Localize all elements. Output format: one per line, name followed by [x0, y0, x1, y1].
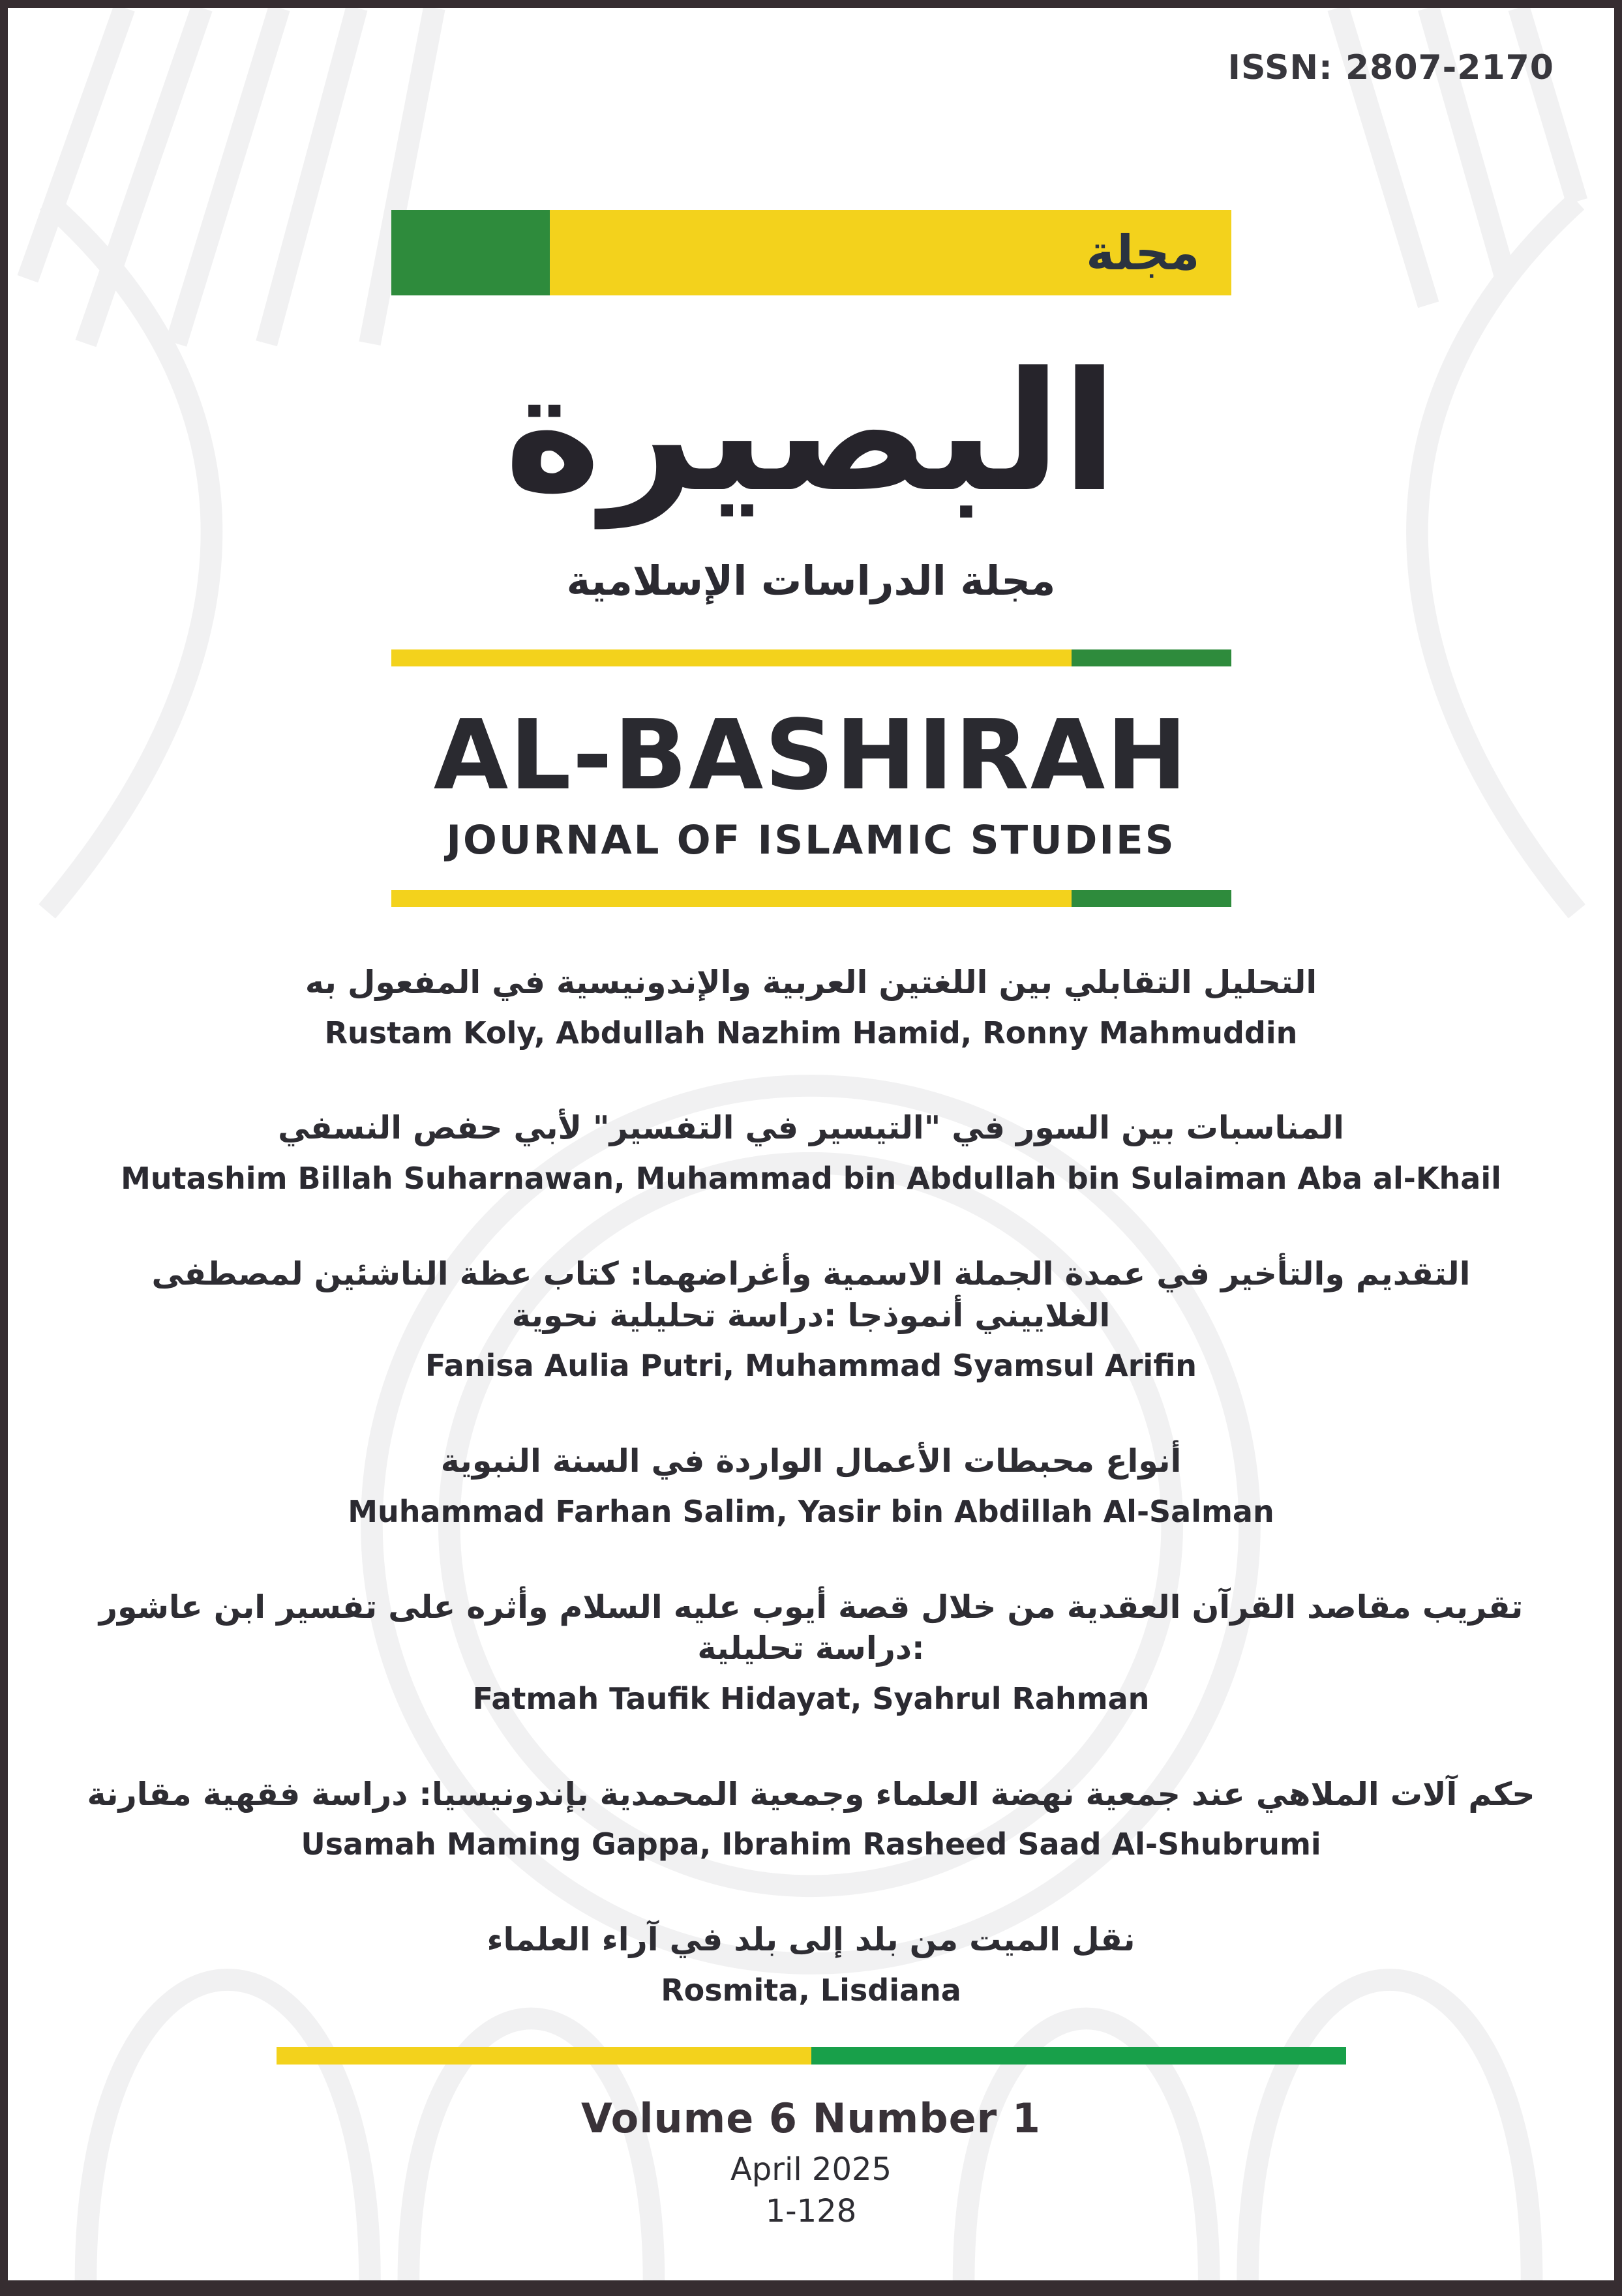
kicker-green-block	[391, 210, 550, 295]
issue-date-line: April 2025	[730, 2151, 892, 2188]
divider-green-segment	[1072, 649, 1231, 666]
article-title-arabic: نقل الميت من بلد إلى بلد في آراء العلماء	[487, 1921, 1135, 1959]
article-item	[8, 962, 1614, 1052]
article-authors: Fanisa Aulia Putri, Muhammad Syamsul Arifin	[425, 1348, 1197, 1384]
divider-yellow-segment	[277, 2047, 811, 2065]
article-item	[8, 1919, 1614, 2010]
divider-green-segment	[811, 2047, 1346, 2065]
divider-green-segment	[1072, 890, 1231, 907]
article-authors: Rustam Koly, Abdullah Nazhim Hamid, Ronny Mahmuddin	[324, 1015, 1298, 1051]
divider-yellow-segment	[391, 890, 1072, 907]
journal-subtitle-latin: JOURNAL OF ISLAMIC STUDIES	[446, 816, 1176, 863]
article-authors: Fatmah Taufik Hidayat, Syahrul Rahman	[472, 1680, 1150, 1716]
divider-footer	[277, 2047, 1346, 2065]
volume-number-line: Volume 6 Number 1	[581, 2094, 1041, 2142]
article-title-arabic: أنواع محبطات الأعمال الواردة في السنة النبوية	[440, 1442, 1182, 1480]
logo-arabic-calligraphy: البصيرة	[504, 337, 1118, 528]
journal-title-latin: AL-BASHIRAH	[433, 698, 1189, 811]
article-title-arabic: المناسبات بين السور في "التيسير في التفسير" لأبي حفص النسفي	[278, 1109, 1344, 1147]
article-list	[8, 962, 1614, 2010]
article-title-arabic: التقديم والتأخير في عمدة الجملة الاسمية وأغراضهما: كتاب عظة الناشئين لمصطفى الغلاييني أنموذجا :دراسة تحليلية نحوية	[151, 1255, 1471, 1334]
logo-subtitle-arabic: مجلة الدراسات الإسلامية	[566, 557, 1056, 605]
article-title-arabic: تقريب مقاصد القرآن العقدية من خلال قصة أيوب عليه السلام وأثره على تفسير ابن عاشور :دراسة تحليلية	[98, 1588, 1524, 1667]
page-range-line: 1-128	[765, 2192, 857, 2229]
article-authors: Usamah Maming Gappa, Ibrahim Rasheed Saad Al-Shubrumi	[301, 1826, 1321, 1862]
article-item	[8, 1107, 1614, 1198]
article-authors: Mutashim Billah Suharnawan, Muhammad bin Abdullah bin Sulaiman Aba al-Khail	[121, 1161, 1501, 1197]
issn-label: ISSN: 2807-2170	[1227, 48, 1554, 87]
divider-top	[391, 649, 1231, 666]
divider-yellow-segment	[391, 649, 1072, 666]
article-item	[8, 1774, 1614, 1864]
article-item	[8, 1440, 1614, 1531]
article-authors: Rosmita, Lisdiana	[661, 1972, 961, 2008]
article-title-arabic: التحليل التقابلي بين اللغتين العربية والإندونيسية في المفعول به	[305, 963, 1317, 1001]
masthead-kicker-bar	[391, 210, 1231, 295]
article-title-arabic: حكم آلات الملاهي عند جمعية نهضة العلماء وجمعية المحمدية بإندونيسيا: دراسة فقهية مقارنة	[87, 1775, 1535, 1813]
divider-mid	[391, 890, 1231, 907]
article-item	[8, 1253, 1614, 1386]
article-authors: Muhammad Farhan Salim, Yasir bin Abdillah Al-Salman	[348, 1493, 1274, 1529]
article-item	[8, 1587, 1614, 1719]
kicker-label-wrap	[550, 210, 1231, 295]
kicker-arabic-label: مجلة	[1086, 224, 1200, 281]
